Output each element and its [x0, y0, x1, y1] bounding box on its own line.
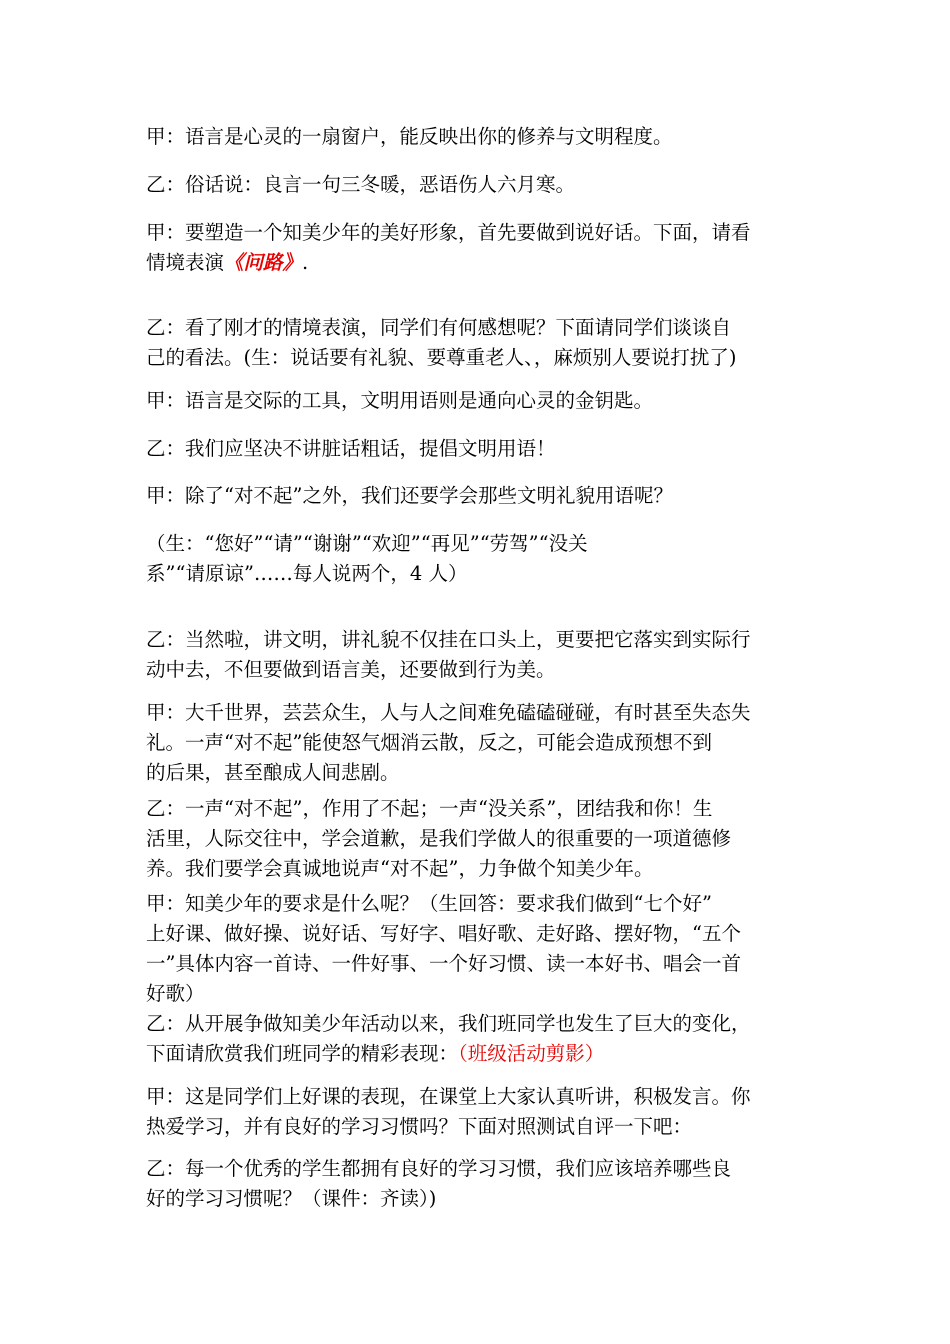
text-line: 甲：要塑造一个知美少年的美好形象，首先要做到说好话。下面，请看: [146, 221, 751, 244]
text-line: 热爱学习，并有良好的学习习惯吗？下面对照测试自评一下吧：: [146, 1115, 693, 1138]
paragraph-15: [146, 1154, 816, 1214]
text-segment: 情境表演: [146, 251, 225, 274]
paragraph-8: [146, 529, 816, 589]
text-line: [146, 1039, 816, 1069]
paragraph-11: [146, 794, 816, 884]
text-line: 己的看法。(生：说话要有礼貌、要尊重老人、，麻烦别人要说打扰了): [146, 346, 737, 369]
text-line: 活里，人际交往中，学会道歉，是我们学做人的很重要的一项道德修: [146, 827, 732, 850]
paragraph-2: [146, 170, 816, 200]
paragraph-6: [146, 434, 816, 464]
text-line: 系”“请原谅”……每人说两个，4 人）: [146, 562, 468, 585]
text-line: [146, 248, 816, 278]
text-line: 甲：知美少年的要求是什么呢？（生回答：要求我们做到“七个好”: [146, 892, 712, 915]
text-line: （生：“您好”“请”“谢谢”“欢迎”“再见”“劳驾”“没关: [146, 532, 588, 555]
text-line: 好歌）: [146, 982, 205, 1005]
paragraph-9: [146, 625, 816, 685]
paragraph-12: [146, 889, 816, 1009]
text-line: 一”具体内容一首诗、一件好事、一个好习惯、读一本好书、唱会一首: [146, 952, 741, 975]
text-line: 甲：语言是心灵的一扇窗户，能反映出你的修养与文明程度。: [146, 125, 673, 148]
text-line: 甲：大千世界，芸芸众生，人与人之间难免磕磕碰碰，有时甚至失态失: [146, 701, 751, 724]
text-line: 乙：从开展争做知美少年活动以来，我们班同学也发生了巨大的变化，: [146, 1012, 751, 1035]
paragraph-1: [146, 122, 816, 152]
text-line: 上好课、做好操、说好话、写好字、唱好歌、走好路、摆好物，“五个: [146, 922, 741, 945]
paragraph-7: [146, 481, 816, 511]
text-line: 乙：看了刚才的情境表演，同学们有何感想呢？下面请同学们谈谈自: [146, 316, 732, 339]
paragraph-3: [146, 218, 816, 278]
text-segment: .: [302, 251, 309, 274]
paragraph-5: [146, 386, 816, 416]
paragraph-14: [146, 1082, 816, 1142]
highlight-note: （班级活动剪影）: [458, 1042, 605, 1065]
text-line: 甲：语言是交际的工具，文明用语则是通向心灵的金钥匙。: [146, 389, 654, 412]
text-line: 好的学习习惯呢？（课件：齐读）): [146, 1187, 437, 1210]
text-line: 乙：俗话说：良言一句三冬暖，恶语伤人六月寒。: [146, 173, 576, 196]
text-line: 养。我们要学会真诚地说声“对不起”，力争做个知美少年。: [146, 857, 654, 880]
text-line: 的后果，甚至酿成人间悲剧。: [146, 761, 400, 784]
highlight-title: 《问路》: [224, 251, 303, 274]
text-line: 甲：这是同学们上好课的表现，在课堂上大家认真听讲，积极发言。你: [146, 1085, 751, 1108]
paragraph-4: [146, 313, 816, 373]
text-line: 乙：一声“对不起”，作用了不起；一声“没关系”，团结我和你！生: [146, 797, 713, 820]
text-line: 乙：我们应坚决不讲脏话粗话，提倡文明用语！: [146, 437, 556, 460]
paragraph-10: [146, 698, 816, 788]
text-line: 乙：当然啦，讲文明，讲礼貌不仅挂在口头上，更要把它落实到实际行: [146, 628, 751, 651]
text-line: 动中去，不但要做到语言美，还要做到行为美。: [146, 658, 556, 681]
text-segment: 下面请欣赏我们班同学的精彩表现：: [146, 1042, 459, 1065]
text-line: 乙：每一个优秀的学生都拥有良好的学习习惯，我们应该培养哪些良: [146, 1157, 732, 1180]
paragraph-13: [146, 1009, 816, 1069]
text-line: 礼。一声“对不起”能使怒气烟消云散，反之，可能会造成预想不到: [146, 731, 712, 754]
text-line: 甲：除了“对不起”之外，我们还要学会那些文明礼貌用语呢？: [146, 484, 673, 507]
